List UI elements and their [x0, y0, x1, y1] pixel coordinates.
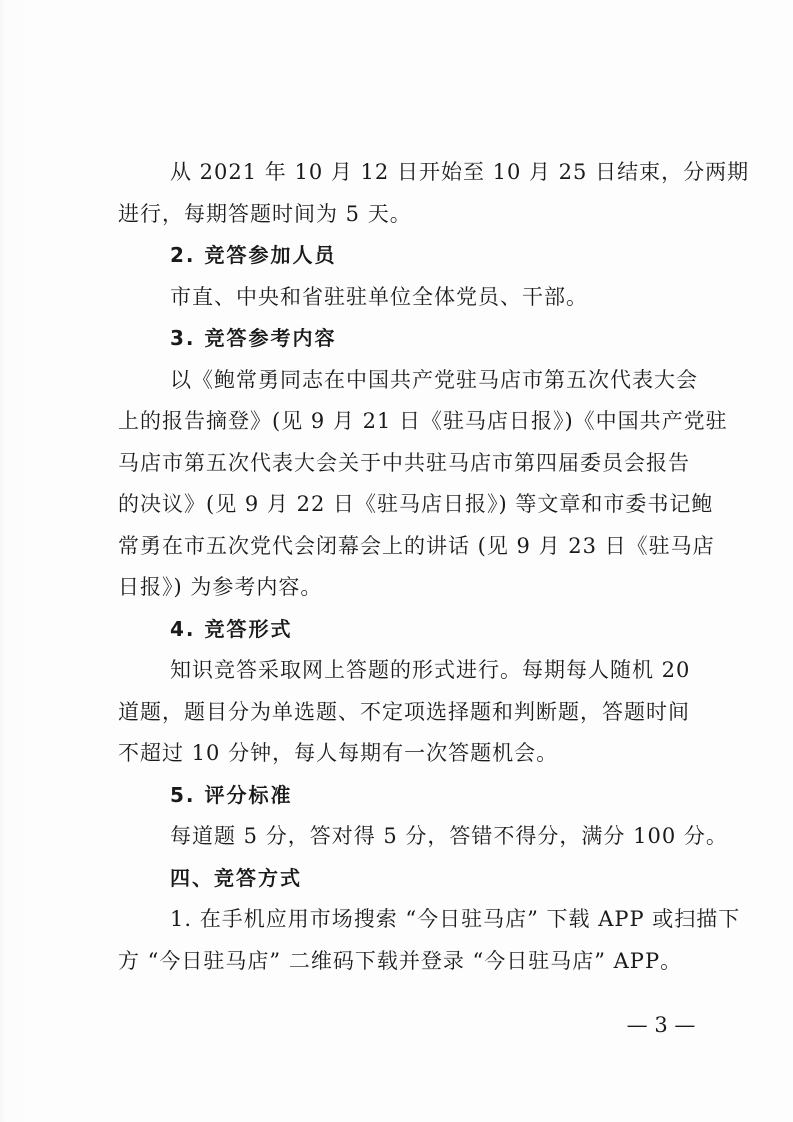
- paragraph-line: 道题，题目分为单选题、不定项选择题和判断题，答题时间: [118, 700, 690, 724]
- section-heading: 2. 竞答参加人员: [170, 243, 337, 267]
- paragraph-line: 马店市第五次代表大会关于中共驻马店市第四届委员会报告: [118, 451, 690, 475]
- paragraph-line: 不超过 10 分钟，每人每期有一次答题机会。: [118, 741, 559, 765]
- section-heading: 四、竞答方式: [170, 866, 302, 890]
- section-heading: 5. 评分标准: [170, 783, 293, 807]
- paragraph-line: 知识竞答采取网上答题的形式进行。每期每人随机 20: [170, 658, 691, 682]
- paragraph-line: 市直、中央和省驻驻单位全体党员、干部。: [170, 285, 588, 309]
- section-heading: 4. 竞答形式: [170, 617, 293, 641]
- paragraph-line: 常勇在市五次党代会闭幕会上的讲话 (见 9 月 23 日《驻马店: [118, 534, 715, 558]
- paragraph-line: 上的报告摘登》(见 9 月 21 日《驻马店日报》)《中国共产党驻: [118, 409, 728, 433]
- paragraph-line: 方 “今日驻马店” 二维码下载并登录 “今日驻马店” APP。: [118, 949, 683, 973]
- page-number: — 3 —: [626, 1013, 696, 1037]
- paragraph-line: 以《鲍常勇同志在中国共产党驻马店市第五次代表大会: [170, 368, 698, 392]
- paragraph-line: 的决议》(见 9 月 22 日《驻马店日报》) 等文章和市委书记鲍: [118, 492, 714, 516]
- section-heading: 3. 竞答参考内容: [170, 326, 337, 350]
- paragraph-line: 每道题 5 分，答对得 5 分，答错不得分，满分 100 分。: [170, 824, 728, 848]
- paragraph-line: 1. 在手机应用市场搜索 “今日驻马店” 下载 APP 或扫描下: [170, 907, 741, 931]
- paragraph-line: 进行，每期答题时间为 5 天。: [118, 202, 412, 226]
- paragraph-line: 日报》) 为参考内容。: [118, 575, 323, 599]
- paragraph-line: 从 2021 年 10 月 12 日开始至 10 月 25 日结束，分两期: [170, 160, 750, 184]
